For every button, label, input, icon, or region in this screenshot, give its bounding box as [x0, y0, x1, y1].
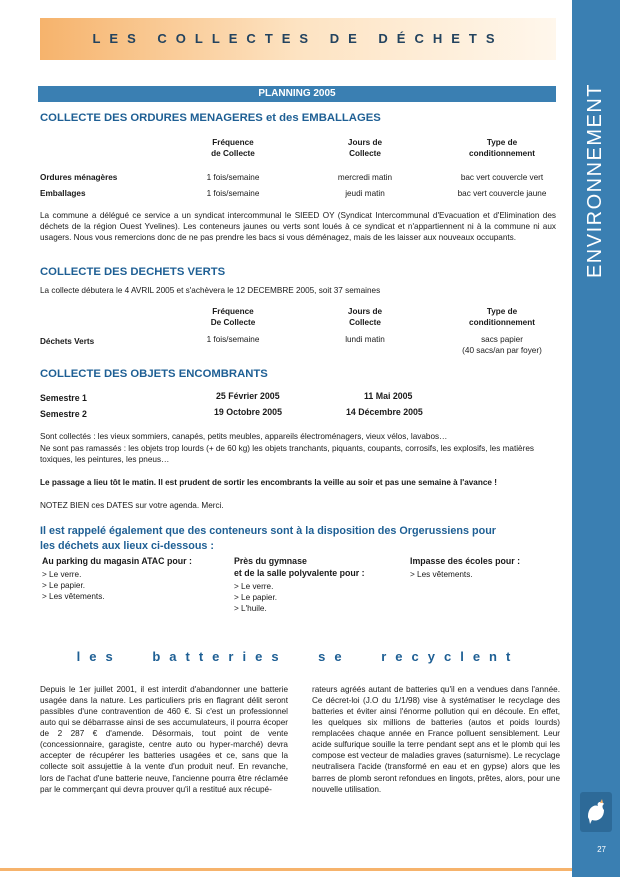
ordures-header-jours-line2: Collecte [349, 149, 381, 159]
verts-header-frequence [190, 306, 276, 328]
ordures-row-1-type: bac vert couvercle vert [460, 173, 544, 182]
encombrants-section-title: COLLECTE DES OBJETS ENCOMBRANTS [40, 368, 268, 380]
conteneurs-col-atac-item: > Le papier. [42, 580, 86, 590]
ordures-row-1-jours: mercredi matin [337, 173, 393, 182]
verts-header-type-line2: conditionnement [469, 318, 535, 328]
semestre-1-date1: 25 Février 2005 [216, 391, 280, 401]
ordures-row-2-jours: jeudi matin [345, 189, 385, 198]
conteneurs-col-ecoles [410, 556, 560, 580]
page-number: 27 [597, 845, 606, 854]
ordures-header-type-line2: conditionnement [469, 149, 535, 159]
ordures-section-title: COLLECTE DES ORDURES MENAGERES et des EMBALLAGES [40, 112, 381, 124]
verts-row-frequence: 1 fois/semaine [206, 335, 260, 344]
verts-row-type-line1: sacs papier [481, 335, 523, 344]
conteneurs-title-line2: les déchets aux lieux ci-dessous : [40, 539, 215, 552]
ordures-row-2-frequence: 1 fois/semaine [206, 189, 260, 198]
page-title: LES COLLECTES DE DÉCHETS [92, 31, 504, 46]
conteneurs-col-gymnase-item: > Le papier. [234, 592, 278, 602]
sidebar-band [572, 0, 620, 877]
semestre-1-date2: 11 Mai 2005 [364, 391, 413, 401]
ordures-header-frequence [190, 137, 276, 159]
conteneurs-title [40, 524, 496, 553]
conteneurs-col-atac [42, 556, 232, 602]
ordures-row-2-type: bac vert couvercle jaune [457, 189, 547, 198]
conteneurs-title-line1: Il est rappelé également que des conteneurs sont à la disposition des Orgerussiens pour [40, 525, 496, 537]
sidebar-label-wrap [574, 70, 618, 290]
ordures-header-jours [322, 137, 408, 159]
conteneurs-col-ecoles-title: Impasse des écoles pour : [410, 556, 521, 566]
encombrants-not-collected: Ne sont pas ramassés : les objets trop lourds (+ de 60 kg) les objets tranchants, piquants, coupants, corrosifs, les explosifs, les matières toxiques, les peintures, les pneus… [40, 444, 534, 465]
footer-line [0, 868, 572, 871]
conteneurs-col-atac-item: > Le verre. [42, 569, 82, 579]
ordures-header-frequence-line1: Fréquence [212, 138, 254, 147]
ordures-paragraph: La commune a délégué ce service a un syndicat intercommunal le SIEED OY (Syndicat Intercommunal d'Evacuation et d'Elimination des déchets de la région Ouest Yvelines). Les conteneurs jaunes ou verts sont loués à ce syndicat et n'appartiennent ni à la commune ni aux usagers. Nous vous remercions donc de ne pas prendre les bacs si vous déménagez, mais de les laisser aux nouveaux occupants. [40, 211, 556, 243]
verts-row-jours: lundi matin [345, 335, 385, 344]
sidebar-label: ENVIRONNEMENT [584, 82, 607, 278]
conteneurs-col-atac-item: > Les vêtements. [42, 592, 105, 601]
semestre-1-label: Semestre 1 [40, 393, 87, 403]
verts-section-title: COLLECTE DES DECHETS VERTS [40, 266, 226, 278]
ordures-row-1-frequence: 1 fois/semaine [206, 173, 260, 182]
ordures-row-2-label: Emballages [40, 189, 86, 198]
encombrants-note-rest: ces DATES sur votre agenda. Merci. [89, 501, 224, 510]
verts-row-label: Déchets Verts [40, 337, 95, 346]
encombrants-warning: Le passage a lieu tôt le matin. Il est prudent de sortir les encombrants la veille au soir et pas une semaine à l'avance ! [40, 478, 497, 487]
verts-intro: La collecte débutera le 4 AVRIL 2005 et s'achèvera le 12 DECEMBRE 2005, soit 37 semaines [40, 286, 381, 295]
verts-header-type-line1: Type de [486, 307, 518, 316]
verts-header-frequence-line2: De Collecte [210, 318, 256, 328]
conteneurs-col-gymnase [234, 556, 404, 614]
conteneurs-col-gymnase-title-line2: et de la salle polyvalente pour : [234, 567, 365, 578]
ordures-header-type [440, 137, 564, 159]
encombrants-note [40, 500, 224, 511]
verts-row-type-line2: (40 sacs/an par foyer) [462, 346, 542, 356]
header-band [40, 18, 556, 60]
ordures-row-1-label: Ordures ménagères [40, 173, 118, 182]
verts-row-type [440, 334, 564, 356]
batteries-col-1: Depuis le 1er juillet 2001, il est interdit d'abandonner une batterie usagée dans la nature. Les particuliers pris en flagrant délit seront passibles d'une contravention de 460 €. Si c'est un professionnel auto qui se débarrasse ainsi de ses accumulateurs, il pourra écoper de 2 287 € d'amende. Désormais, tout point de vente (concessionnaire, garagiste, centre auto ou hyper-marché) devra accepter de récupérer les batteries usagées et ce, sans que la collecte soit assujettie à la vente d'un produit neuf. En revanche, lors de l'achat d'une batterie neuve, l'ancienne pourra être réclamée par le commerçant qui devra prouver qu'il a restitué aux récupé- [40, 685, 288, 794]
ordures-header-type-line1: Type de [486, 138, 518, 147]
verts-header-jours-line1: Jours de [347, 307, 383, 316]
planning-bar: PLANNING 2005 [38, 86, 556, 102]
verts-header-frequence-line1: Fréquence [212, 307, 254, 316]
encombrants-collected: Sont collectés : les vieux sommiers, canapés, petits meubles, appareils électroménagers, vieux vélos, lavabos… [40, 432, 448, 441]
semestre-2-label: Semestre 2 [40, 409, 87, 419]
verts-header-type [440, 306, 564, 328]
encombrants-note-bold: NOTEZ BIEN [40, 501, 90, 510]
conteneurs-col-gymnase-title-line1: Près du gymnase [234, 556, 307, 566]
batteries-col-2: rateurs agréés autant de batteries qu'il en a vendues dans l'année. Ce décret-loi (J.O du 1/1/98) vise à systématiser le recyclage des batteries et éviter ainsi l'énorme pollution qui en découle. En effet, les quelques six millions de batteries (autos et poids lourds) remplacées chaque année en France polluent sensiblement. Leur acide sulfurique souille la terre pendant sept ans et le plomb qui les compose est vecteur de maladies graves (saturnisme). Le recyclage neutralisera l'acide (transformé en eau et en gypse) alors que les barres de plomb seront refondues en lingots, prêtes, alors, pour une nouvelle utilisation. [312, 685, 560, 794]
conteneurs-col-atac-title: Au parking du magasin ATAC pour : [42, 556, 192, 566]
verts-header-jours-line2: Collecte [349, 318, 381, 328]
conteneurs-col-gymnase-item: > Le verre. [234, 581, 274, 591]
ordures-header-jours-line1: Jours de [347, 138, 383, 147]
semestre-2-date1: 19 Octobre 2005 [214, 407, 282, 417]
verts-header-jours [322, 306, 408, 328]
semestre-2-date2: 14 Décembre 2005 [346, 407, 423, 417]
conteneurs-col-gymnase-item: > L'huile. [234, 603, 267, 613]
conteneurs-col-ecoles-item: > Les vêtements. [410, 569, 473, 579]
ordures-header-frequence-line2: de Collecte [211, 149, 255, 159]
batteries-title: les batteries se recyclent [76, 649, 520, 664]
rooster-logo-icon [580, 792, 612, 832]
